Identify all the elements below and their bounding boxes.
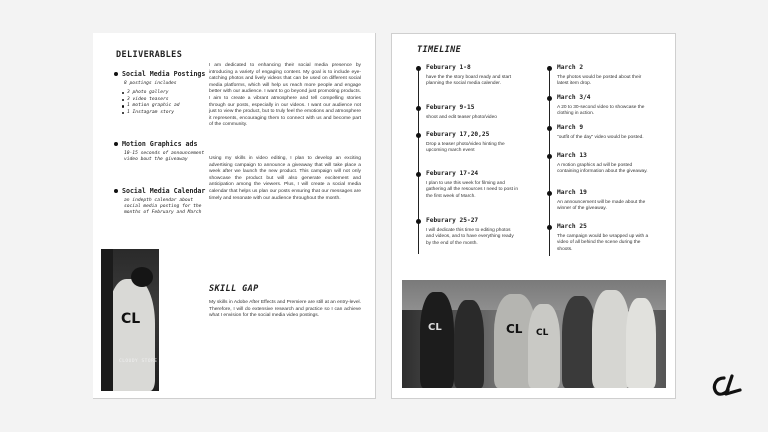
person-figure	[592, 290, 630, 388]
deliverable-title: Motion Graphics ads	[114, 140, 206, 148]
person-figure	[626, 298, 656, 388]
skill-gap-heading: SKILL GAP	[209, 284, 259, 294]
timeline-date: Feburary 17-24	[418, 170, 518, 178]
deliverable-note: an indepth calendar about social media posting for the months of February and March	[124, 198, 202, 215]
timeline-date: Feburary 25-27	[418, 217, 518, 225]
hoodie-logo-icon: CL	[536, 328, 549, 338]
list-item: 3 video teasers	[122, 97, 206, 104]
timeline-item	[549, 94, 649, 118]
timeline-date: March 2	[549, 64, 649, 72]
skill-gap-text: My skills in Adobe After Effects and Premiere are still at an entry-level. Therefore, I will do extensive research and practice so I can achieve what I envision for the social media video postings.	[209, 300, 361, 319]
list-item: 1 motion graphic ad	[122, 103, 206, 110]
intro-paragraph-1: I am dedicated to enhancing their social media presence by introducing a variety of engaging content. My goal is to include eye-catching photos and lively videos that can be used on different social media platforms, which will help us reach more people and engage better with our audience. I want to go beyond just promoting products. I aim to create a vibrant atmosphere and tell compelling stories through our posts, especially in our videos. I want our audience not just to view the product, but to truly feel the emotions and atmosphere it represents, encouraging them to connect with us and become part of the community.	[209, 63, 361, 128]
person-figure	[528, 304, 560, 388]
timeline-text: I plan to use this week for filming and gathering all the resources I need to post in the first week of March.	[426, 181, 518, 199]
timeline-date: March 9	[549, 124, 649, 132]
timeline-date: March 25	[549, 223, 649, 231]
deliverable-title: Social Media Calendar	[114, 187, 206, 195]
timeline-date: March 19	[549, 189, 649, 197]
deliverable-note: 10-15 seconds of announcement video bout the giveaway	[124, 151, 205, 162]
timeline-item	[418, 131, 518, 155]
timeline-item	[549, 64, 649, 88]
list-item: 3 photo gallery	[122, 90, 206, 97]
person-figure	[562, 296, 596, 388]
brand-logo-icon	[710, 374, 744, 398]
shelf-shadow	[101, 249, 113, 391]
photo-caption: CLOUDY STORE	[119, 359, 158, 364]
deliverable-motion-graphics	[114, 140, 206, 163]
person-figure	[420, 292, 454, 388]
timeline-text: An announcement will be made about the winner of the giveaway.	[557, 200, 646, 212]
timeline-date: Feburary 1-8	[418, 64, 518, 72]
timeline-text: shoot and edit teaser photo/video	[426, 115, 497, 120]
head-shape	[131, 267, 153, 287]
deliverables-heading: DELIVERABLES	[116, 50, 183, 60]
timeline-date: Feburary 9-15	[418, 104, 518, 112]
timeline-item	[418, 64, 518, 88]
deliverable-social-media-calendar	[114, 187, 206, 216]
timeline-date: March 3/4	[549, 94, 649, 102]
hoodie-logo-icon: CL	[506, 322, 523, 336]
list-item: 1 Instagram story	[122, 110, 206, 117]
timeline-text: The photos would be posted about their latest item drop.	[557, 75, 642, 87]
timeline-date: Feburary 17,20,25	[418, 131, 518, 139]
deliverable-note: 8 postings includes	[124, 81, 177, 86]
photo-group	[402, 280, 666, 388]
timeline-text: "outfit of the day" video would be posted.	[557, 135, 644, 140]
timeline-item	[549, 152, 649, 176]
timeline-item	[549, 189, 649, 213]
deliverable-bullets	[114, 90, 206, 116]
timeline-item	[549, 124, 649, 141]
timeline-date: March 13	[549, 152, 649, 160]
hoodie-logo-icon: CL	[121, 311, 141, 327]
person-figure	[454, 300, 484, 388]
person-figure	[107, 279, 155, 391]
intro-paragraph-2: Using my skills in video editing, I plan to develop an exciting advertising campaign to announce a giveaway that will take place a week after we launch the new product. This campaign will not only showcase the product but will also generate excitement and anticipation among the viewers. Plus, I will create a social media calendar that helps us plan our posts ensuring that our messages are timely and resonate with our audience throughout the month.	[209, 156, 361, 201]
timeline-item	[418, 217, 518, 247]
timeline-heading: TIMELINE	[417, 45, 462, 55]
timeline-text: The campaign would be wrapped up with a video of all behind the scene during the shoots.	[557, 234, 649, 252]
timeline-text: Drop a teaser photo/video hinting the upcoming march event	[426, 142, 505, 154]
timeline-text: A motion graphics ad will be posted containing information about the giveaway.	[557, 163, 648, 175]
deliverable-title: Social Media Postings	[114, 70, 206, 78]
timeline-text: have the the story board ready and start planning the social media calender.	[426, 75, 512, 87]
photo-hoodie-back	[101, 249, 159, 391]
timeline-item	[418, 104, 518, 121]
timeline-item	[418, 170, 518, 200]
timeline-text: A 20 to 30-second video to showcase the clothing in action.	[557, 105, 645, 117]
hoodie-logo-icon: CL	[428, 322, 442, 333]
deliverable-social-media-postings	[114, 70, 206, 116]
timeline-text: I will dedicate this time to editing photos and videos, and to have everything ready by the end of the month.	[426, 228, 514, 246]
timeline-item	[549, 223, 649, 253]
